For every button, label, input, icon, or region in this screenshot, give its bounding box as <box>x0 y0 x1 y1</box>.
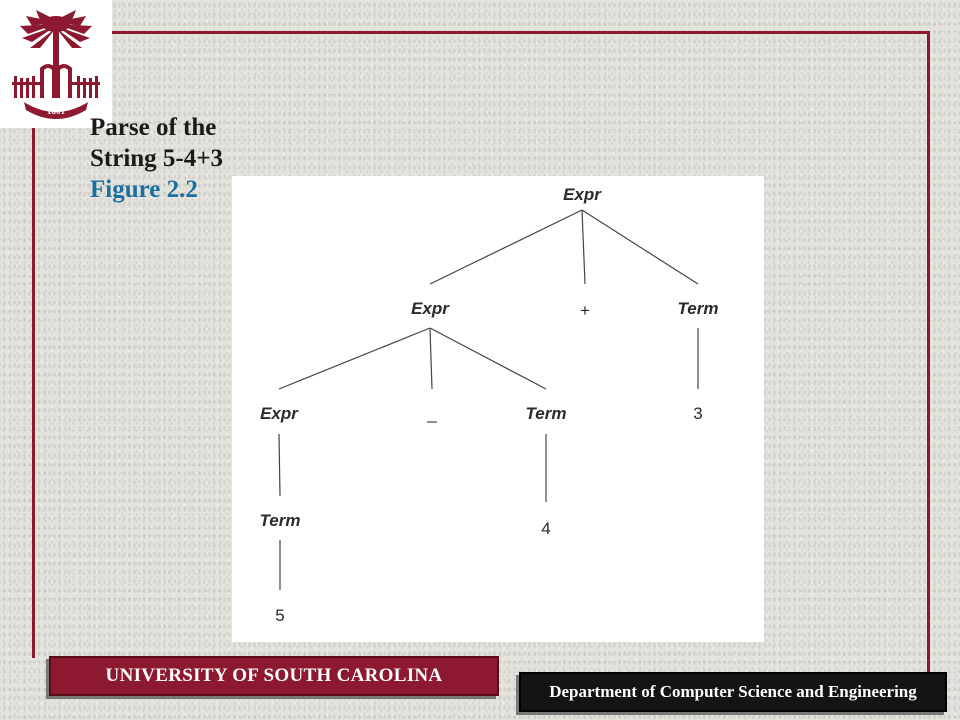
tree-node-minus: _ <box>427 404 437 423</box>
frame-left-border <box>32 128 35 658</box>
tree-node-four: 4 <box>541 519 551 538</box>
frame-right-border <box>927 31 930 674</box>
slide-title <box>90 112 223 205</box>
tree-node-plus: + <box>580 301 590 320</box>
tree-edge-expr_l-term_m <box>430 328 546 389</box>
tree-node-expr_ll: Expr <box>260 404 298 423</box>
tree-edge-expr_l-expr_ll <box>279 328 430 389</box>
tree-edge-root-plus <box>582 210 585 284</box>
tree-node-three: 3 <box>693 404 703 423</box>
tree-node-term_m: Term <box>525 404 567 423</box>
logo-date: 1801 <box>47 106 65 116</box>
figure-label: Figure 2.2 <box>90 176 198 203</box>
tree-node-term_ll: Term <box>259 511 301 530</box>
parse-tree-figure <box>232 176 764 642</box>
title-line-2: String 5-4+3 <box>90 145 223 172</box>
frame-top-border <box>112 31 930 34</box>
title-line-1: Parse of the <box>90 114 217 141</box>
tree-node-term_r: Term <box>677 299 719 318</box>
tree-edge-expr_l-minus <box>430 328 432 389</box>
university-banner: UNIVERSITY OF SOUTH CAROLINA <box>49 656 499 696</box>
tree-edge-root-expr_l <box>430 210 582 284</box>
tree-node-root: Expr <box>563 185 601 204</box>
palmetto-seal-icon <box>6 6 106 122</box>
department-banner: Department of Computer Science and Engineering <box>519 672 947 712</box>
tree-edge-root-term_r <box>582 210 698 284</box>
tree-node-expr_l: Expr <box>411 299 449 318</box>
parse-tree-svg <box>232 176 764 642</box>
usc-logo <box>0 0 112 128</box>
tree-node-five: 5 <box>275 606 285 625</box>
tree-edge-expr_ll-term_ll <box>279 434 280 496</box>
